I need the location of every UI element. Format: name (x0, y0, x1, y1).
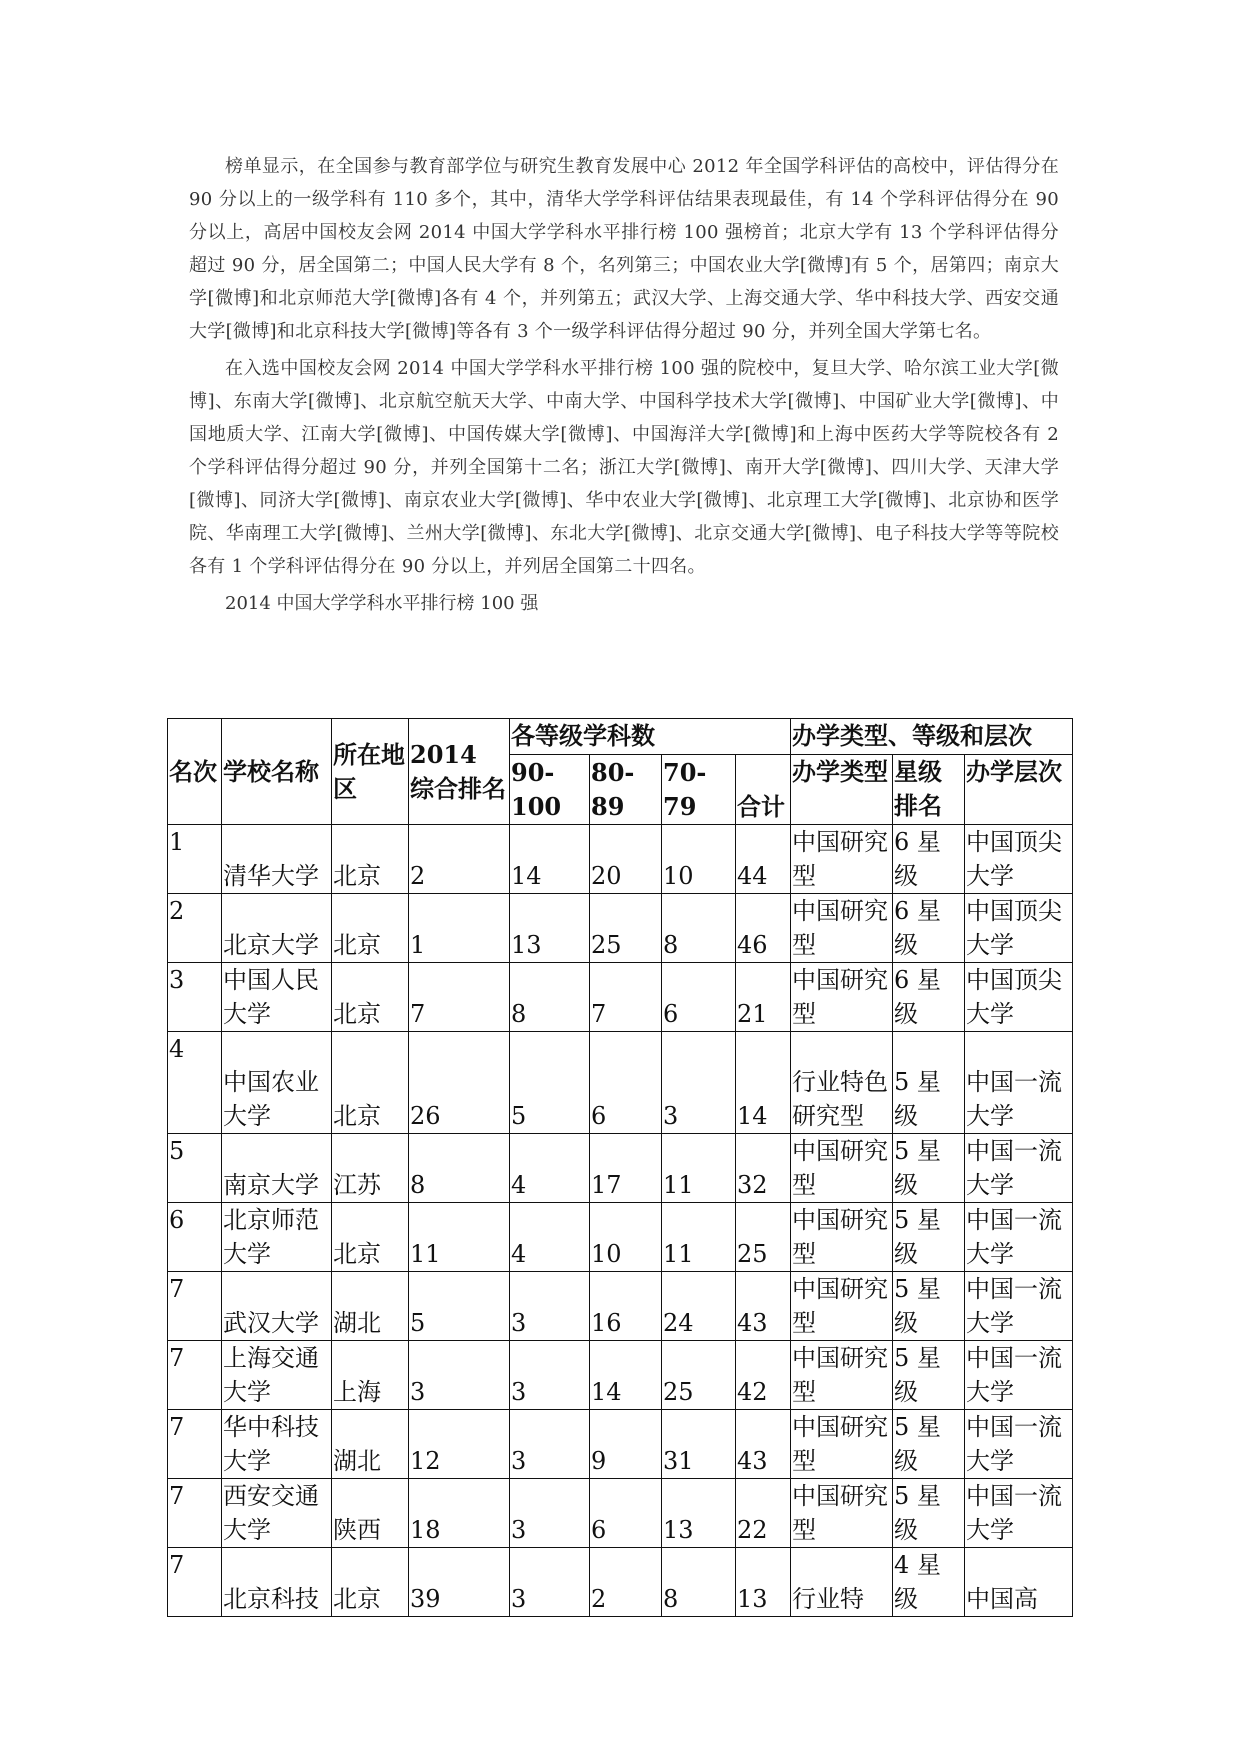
cell-total: 22 (736, 1479, 791, 1548)
cell-90-100: 3 (510, 1272, 590, 1341)
cell-region: 北京 (332, 894, 409, 963)
cell-type: 中国研究型 (791, 963, 893, 1032)
cell-rank: 7 (168, 1410, 222, 1479)
cell-region: 陕西 (332, 1479, 409, 1548)
cell-type: 中国研究型 (791, 1479, 893, 1548)
cell-overall: 3 (409, 1341, 510, 1410)
cell-school: 南京大学 (222, 1134, 332, 1203)
header-overall-rank: 2014 综合排名 (409, 719, 510, 825)
table-row (168, 1410, 1073, 1479)
cell-90-100: 4 (510, 1134, 590, 1203)
cell-rank: 6 (168, 1203, 222, 1272)
cell-rank: 7 (168, 1272, 222, 1341)
cell-total: 43 (736, 1410, 791, 1479)
cell-overall: 39 (409, 1548, 510, 1617)
cell-overall: 7 (409, 963, 510, 1032)
cell-region: 北京 (332, 1548, 409, 1617)
header-70-79: 70-79 (662, 755, 736, 825)
header-star: 星级排名 (893, 755, 965, 825)
cell-overall: 2 (409, 825, 510, 894)
cell-rank: 4 (168, 1032, 222, 1134)
cell-overall: 11 (409, 1203, 510, 1272)
cell-total: 43 (736, 1272, 791, 1341)
table-row (168, 1341, 1073, 1410)
cell-type: 中国研究型 (791, 1134, 893, 1203)
cell-type: 中国研究型 (791, 1203, 893, 1272)
cell-region: 北京 (332, 963, 409, 1032)
table-row (168, 894, 1073, 963)
ranking-table (167, 718, 1073, 1617)
cell-80-89: 10 (590, 1203, 662, 1272)
cell-school: 华中科技大学 (222, 1410, 332, 1479)
cell-type: 行业特 (791, 1548, 893, 1617)
cell-90-100: 14 (510, 825, 590, 894)
paragraph-2: 在入选中国校友会网 2014 中国大学学科水平排行榜 100 强的院校中，复旦大学、哈尔滨工业大学[微博]、东南大学[微博]、北京航空航天大学、中南大学、中国科学技术大学[微博]、中国矿业大学[微博]、中国地质大学、江南大学[微博]、中国传媒大学[微博]、中国海洋大学[微博]和上海中医药大学等院校各有 2 个学科评估得分超过 90 分，并列全国第十二名；浙江大学[微博]、南开大学[微博]、四川大学、天津大学[微博]、同济大学[微博]、南京农业大学[微博]、华中农业大学[微博]、北京理工大学[微博]、北京协和医学院、华南理工大学[微博]、兰州大学[微博]、东北大学[微博]、北京交通大学[微博]、电子科技大学等等院校各有 1 个学科评估得分在 90 分以上，并列居全国第二十四名。 (189, 358, 1059, 577)
cell-rank: 7 (168, 1341, 222, 1410)
cell-total: 44 (736, 825, 791, 894)
cell-type: 中国研究型 (791, 1410, 893, 1479)
table-row (168, 1479, 1073, 1548)
header-school-type-group: 办学类型、等级和层次 (791, 719, 1073, 755)
cell-star: 5 星级 (893, 1410, 965, 1479)
cell-region: 湖北 (332, 1410, 409, 1479)
cell-rank: 2 (168, 894, 222, 963)
cell-overall: 8 (409, 1134, 510, 1203)
cell-type: 行业特色研究型 (791, 1032, 893, 1134)
cell-region: 上海 (332, 1341, 409, 1410)
header-type: 办学类型 (791, 755, 893, 825)
cell-star: 6 星级 (893, 894, 965, 963)
cell-70-79: 11 (662, 1134, 736, 1203)
cell-school: 武汉大学 (222, 1272, 332, 1341)
cell-70-79: 6 (662, 963, 736, 1032)
cell-70-79: 31 (662, 1410, 736, 1479)
cell-school: 上海交通大学 (222, 1341, 332, 1410)
cell-total: 32 (736, 1134, 791, 1203)
cell-type: 中国研究型 (791, 1272, 893, 1341)
cell-70-79: 3 (662, 1032, 736, 1134)
header-total: 合计 (736, 755, 791, 825)
table-caption: 2014 中国大学学科水平排行榜 100 强 (225, 593, 539, 614)
cell-overall: 18 (409, 1479, 510, 1548)
cell-level: 中国一流大学 (965, 1272, 1073, 1341)
cell-region: 江苏 (332, 1134, 409, 1203)
cell-90-100: 3 (510, 1410, 590, 1479)
cell-70-79: 11 (662, 1203, 736, 1272)
cell-level: 中国一流大学 (965, 1203, 1073, 1272)
cell-90-100: 8 (510, 963, 590, 1032)
cell-school: 北京大学 (222, 894, 332, 963)
table-row (168, 1272, 1073, 1341)
cell-total: 14 (736, 1032, 791, 1134)
header-90-100: 90-100 (510, 755, 590, 825)
cell-level: 中国高 (965, 1548, 1073, 1617)
cell-total: 13 (736, 1548, 791, 1617)
cell-70-79: 10 (662, 825, 736, 894)
cell-80-89: 2 (590, 1548, 662, 1617)
cell-star: 5 星级 (893, 1203, 965, 1272)
cell-rank: 7 (168, 1548, 222, 1617)
cell-rank: 3 (168, 963, 222, 1032)
cell-70-79: 8 (662, 894, 736, 963)
cell-level: 中国顶尖大学 (965, 894, 1073, 963)
cell-star: 6 星级 (893, 825, 965, 894)
cell-rank: 1 (168, 825, 222, 894)
cell-overall: 26 (409, 1032, 510, 1134)
cell-80-89: 25 (590, 894, 662, 963)
cell-80-89: 16 (590, 1272, 662, 1341)
cell-type: 中国研究型 (791, 894, 893, 963)
cell-80-89: 17 (590, 1134, 662, 1203)
cell-type: 中国研究型 (791, 825, 893, 894)
cell-level: 中国一流大学 (965, 1134, 1073, 1203)
cell-80-89: 9 (590, 1410, 662, 1479)
cell-level: 中国一流大学 (965, 1410, 1073, 1479)
cell-80-89: 6 (590, 1032, 662, 1134)
cell-level: 中国一流大学 (965, 1032, 1073, 1134)
cell-star: 4 星级 (893, 1548, 965, 1617)
cell-region: 北京 (332, 825, 409, 894)
table-row (168, 963, 1073, 1032)
cell-70-79: 24 (662, 1272, 736, 1341)
table-row (168, 1203, 1073, 1272)
cell-region: 北京 (332, 1032, 409, 1134)
cell-star: 5 星级 (893, 1032, 965, 1134)
cell-total: 25 (736, 1203, 791, 1272)
cell-70-79: 8 (662, 1548, 736, 1617)
cell-rank: 7 (168, 1479, 222, 1548)
header-region: 所在地区 (332, 719, 409, 825)
cell-star: 6 星级 (893, 963, 965, 1032)
table-row (168, 1134, 1073, 1203)
cell-rank: 5 (168, 1134, 222, 1203)
cell-level: 中国顶尖大学 (965, 963, 1073, 1032)
cell-school: 中国人民大学 (222, 963, 332, 1032)
cell-total: 42 (736, 1341, 791, 1410)
cell-overall: 5 (409, 1272, 510, 1341)
table-row (168, 1032, 1073, 1134)
cell-star: 5 星级 (893, 1134, 965, 1203)
cell-70-79: 13 (662, 1479, 736, 1548)
cell-90-100: 3 (510, 1341, 590, 1410)
cell-star: 5 星级 (893, 1479, 965, 1548)
cell-school: 清华大学 (222, 825, 332, 894)
cell-level: 中国一流大学 (965, 1341, 1073, 1410)
article-body (189, 150, 1059, 620)
header-level: 办学层次 (965, 755, 1073, 825)
header-subject-counts: 各等级学科数 (510, 719, 791, 755)
header-rank: 名次 (168, 719, 222, 825)
cell-level: 中国一流大学 (965, 1479, 1073, 1548)
cell-90-100: 3 (510, 1479, 590, 1548)
cell-school: 北京师范大学 (222, 1203, 332, 1272)
cell-school: 中国农业大学 (222, 1032, 332, 1134)
cell-80-89: 14 (590, 1341, 662, 1410)
paragraph-1: 榜单显示，在全国参与教育部学位与研究生教育发展中心 2012 年全国学科评估的高校中，评估得分在 90 分以上的一级学科有 110 多个，其中，清华大学学科评估结果表现最佳，有 14 个学科评估得分在 90 分以上，高居中国校友会网 2014 中国大学学科水平排行榜 100 强榜首；北京大学有 13 个学科评估得分超过 90 分，居全国第二；中国人民大学有 8 个，名列第三；中国农业大学[微博]有 5 个，居第四；南京大学[微博]和北京师范大学[微博]各有 4 个，并列第五；武汉大学、上海交通大学、华中科技大学、西安交通大学[微博]和北京科技大学[微博]等各有 3 个一级学科评估得分超过 90 分，并列全国大学第七名。 (189, 156, 1059, 342)
cell-70-79: 25 (662, 1341, 736, 1410)
cell-90-100: 13 (510, 894, 590, 963)
table-row (168, 1548, 1073, 1617)
cell-star: 5 星级 (893, 1272, 965, 1341)
cell-total: 46 (736, 894, 791, 963)
cell-school: 北京科技 (222, 1548, 332, 1617)
cell-90-100: 5 (510, 1032, 590, 1134)
cell-total: 21 (736, 963, 791, 1032)
cell-star: 5 星级 (893, 1341, 965, 1410)
cell-80-89: 7 (590, 963, 662, 1032)
cell-90-100: 3 (510, 1548, 590, 1617)
cell-region: 湖北 (332, 1272, 409, 1341)
cell-type: 中国研究型 (791, 1341, 893, 1410)
cell-school: 西安交通大学 (222, 1479, 332, 1548)
cell-region: 北京 (332, 1203, 409, 1272)
cell-level: 中国顶尖大学 (965, 825, 1073, 894)
cell-overall: 1 (409, 894, 510, 963)
cell-90-100: 4 (510, 1203, 590, 1272)
cell-80-89: 20 (590, 825, 662, 894)
table-row (168, 825, 1073, 894)
cell-80-89: 6 (590, 1479, 662, 1548)
header-school: 学校名称 (222, 719, 332, 825)
cell-overall: 12 (409, 1410, 510, 1479)
header-80-89: 80-89 (590, 755, 662, 825)
